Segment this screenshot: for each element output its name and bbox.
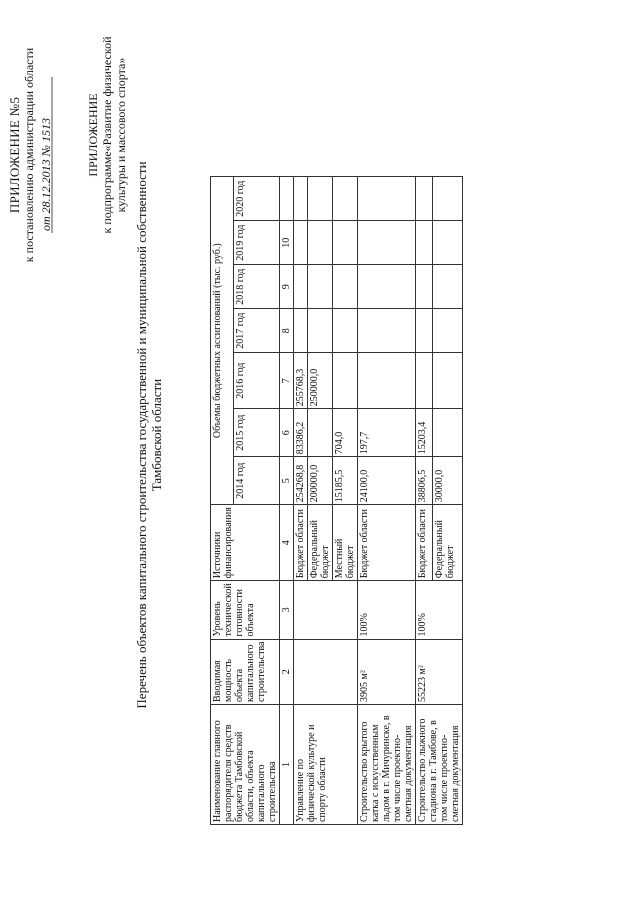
row-value xyxy=(333,221,358,265)
row-readiness: 100% xyxy=(416,581,463,639)
row-value xyxy=(432,265,462,309)
column-number: 8 xyxy=(280,309,294,353)
row-value xyxy=(333,177,358,221)
appendix-label: ПРИЛОЖЕНИЕ xyxy=(86,93,100,177)
column-number-row xyxy=(280,177,294,825)
row-name: Управление по физической культуре и спорту области xyxy=(294,705,358,825)
row-value: 254268,8 xyxy=(294,457,308,505)
header-year: 2019 год xyxy=(234,221,280,265)
row-capacity: 55223 м² xyxy=(416,639,463,704)
row-value xyxy=(358,265,416,309)
header-volumes: Объемы бюджетных ассигнований (тыс. руб.) xyxy=(211,177,234,505)
row-value xyxy=(416,309,433,353)
column-number: 4 xyxy=(280,505,294,581)
column-number: 10 xyxy=(280,221,294,265)
column-number: 3 xyxy=(280,581,294,639)
header-name: Наименование главного распорядителя средств бюджета Тамбовской области, объекта капитального строительства xyxy=(211,705,280,825)
column-number: 2 xyxy=(280,639,294,704)
subprogram-line-1: к подпрограмме«Развитие физической xyxy=(100,36,114,234)
handwritten-date-signature xyxy=(38,75,54,235)
appendix-header xyxy=(8,5,57,305)
row-name: Строительство крытого катка с искусственным льдом в г. Мичуринске, в том числе проектно-сметная документация xyxy=(358,705,416,825)
table-row xyxy=(294,177,308,825)
row-source: Бюджет области xyxy=(416,505,433,581)
row-value xyxy=(308,409,333,457)
row-source: Местный бюджет xyxy=(333,505,358,581)
header-year: 2018 год xyxy=(234,265,280,309)
row-value: 24100,0 xyxy=(358,457,416,505)
row-value xyxy=(294,309,308,353)
row-source: Бюджет области xyxy=(358,505,416,581)
row-value xyxy=(416,177,433,221)
row-capacity xyxy=(294,639,358,704)
row-value xyxy=(294,177,308,221)
row-value: 38806,5 xyxy=(416,457,433,505)
title-line-2: Тамбовской области xyxy=(149,378,164,492)
row-value: 200000,0 xyxy=(308,457,333,505)
row-value xyxy=(358,353,416,409)
row-value xyxy=(294,265,308,309)
column-number: 5 xyxy=(280,457,294,505)
document-title xyxy=(134,25,164,845)
appendix-number: ПРИЛОЖЕНИЕ №5 xyxy=(7,96,22,214)
row-value: 15203,4 xyxy=(416,409,433,457)
decree-date-text: от 28.12.2013 № 1513 xyxy=(39,118,53,231)
column-number: 6 xyxy=(280,409,294,457)
row-value xyxy=(432,177,462,221)
row-value xyxy=(432,409,462,457)
row-value: 30000,0 xyxy=(432,457,462,505)
row-value: 255768,3 xyxy=(294,353,308,409)
decree-reference: к постановлению администрации области xyxy=(22,47,36,263)
row-value xyxy=(432,309,462,353)
header-source: Источники финансирования xyxy=(211,505,280,581)
row-value xyxy=(416,265,433,309)
row-value xyxy=(308,177,333,221)
row-value xyxy=(333,309,358,353)
row-value xyxy=(358,221,416,265)
row-value xyxy=(358,177,416,221)
row-value xyxy=(358,309,416,353)
row-value xyxy=(333,353,358,409)
column-number xyxy=(280,177,294,221)
decree-date-handwritten xyxy=(38,75,57,235)
header-year: 2014 год xyxy=(234,457,280,505)
row-source: Федеральный бюджет xyxy=(308,505,333,581)
row-readiness xyxy=(294,581,358,639)
row-value: 15185,5 xyxy=(333,457,358,505)
row-capacity: 3905 м² xyxy=(358,639,416,704)
table-row xyxy=(416,177,433,825)
row-value: 83386,2 xyxy=(294,409,308,457)
row-value: 250000,0 xyxy=(308,353,333,409)
title-line-1: Перечень объектов капитального строительства государственной и муниципальной собственности xyxy=(134,161,149,709)
row-readiness: 100% xyxy=(358,581,416,639)
column-number: 7 xyxy=(280,353,294,409)
capital-construction-table xyxy=(210,176,463,825)
table-row xyxy=(358,177,416,825)
row-value xyxy=(416,353,433,409)
table-body xyxy=(294,177,463,825)
header-year: 2015 год xyxy=(234,409,280,457)
row-value xyxy=(432,353,462,409)
header-year: 2017 год xyxy=(234,309,280,353)
row-value xyxy=(308,265,333,309)
row-value xyxy=(308,309,333,353)
row-value xyxy=(432,221,462,265)
column-number: 9 xyxy=(280,265,294,309)
row-source: Бюджет области xyxy=(294,505,308,581)
column-number: 1 xyxy=(280,705,294,825)
row-value: 197,7 xyxy=(358,409,416,457)
header-year: 2016 год xyxy=(234,353,280,409)
row-source: Федеральный бюджет xyxy=(432,505,462,581)
subprogram-line-2: культуры и массового спорта» xyxy=(114,57,128,213)
row-name: Строительство лыжного стадиона в г. Тамбове, в том числе проектно-сметная документация xyxy=(416,705,463,825)
row-value xyxy=(308,221,333,265)
header-readiness: Уровень технической готовности объекта xyxy=(211,581,280,639)
header-year: 2020 год xyxy=(234,177,280,221)
header-capacity: Вводимая мощность объекта капитального строительства xyxy=(211,639,280,704)
row-value xyxy=(333,265,358,309)
row-value xyxy=(294,221,308,265)
row-value: 704,0 xyxy=(333,409,358,457)
row-value xyxy=(416,221,433,265)
subprogram-header xyxy=(86,10,128,260)
